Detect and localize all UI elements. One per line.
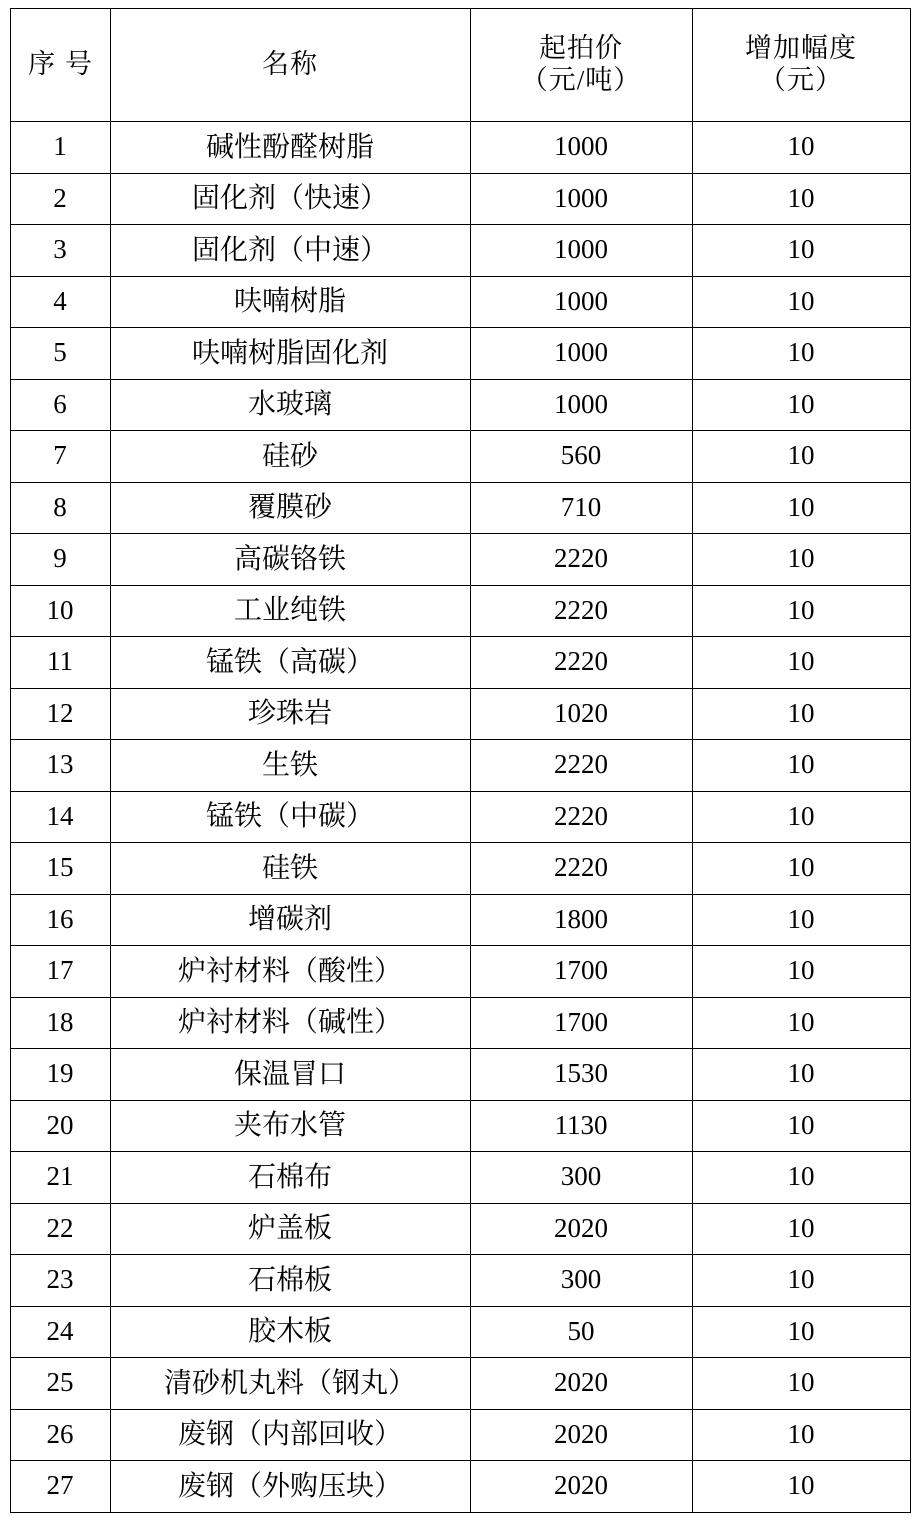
table-row [10,1152,910,1204]
cell-price: 2220 [470,740,692,792]
table-row [10,688,910,740]
cell-name: 高碳铬铁 [110,534,470,586]
cell-index: 5 [10,328,110,380]
cell-step: 10 [692,843,910,895]
table-row [10,740,910,792]
cell-name: 呋喃树脂 [110,276,470,328]
cell-name: 珍珠岩 [110,688,470,740]
cell-name: 锰铁（中碳） [110,791,470,843]
cell-price: 2220 [470,637,692,689]
cell-step: 10 [692,482,910,534]
cell-step: 10 [692,379,910,431]
column-header-name [110,9,470,122]
cell-price: 1020 [470,688,692,740]
cell-price: 2020 [470,1461,692,1513]
cell-name: 保温冒口 [110,1049,470,1101]
cell-price: 1130 [470,1100,692,1152]
cell-index: 23 [10,1255,110,1307]
table-row [10,1203,910,1255]
cell-index: 18 [10,997,110,1049]
cell-index: 9 [10,534,110,586]
cell-price: 1700 [470,997,692,1049]
cell-step: 10 [692,1100,910,1152]
column-header-step-label: 增加幅度 [745,33,857,64]
cell-index: 11 [10,637,110,689]
cell-name: 水玻璃 [110,379,470,431]
table-row [10,431,910,483]
cell-name: 固化剂（中速） [110,225,470,277]
table-row [10,1306,910,1358]
table-row [10,276,910,328]
cell-index: 1 [10,122,110,174]
cell-index: 14 [10,791,110,843]
cell-price: 2220 [470,585,692,637]
cell-price: 1000 [470,225,692,277]
cell-step: 10 [692,1152,910,1204]
cell-name: 增碳剂 [110,894,470,946]
table-row [10,122,910,174]
cell-price: 710 [470,482,692,534]
table-row [10,328,910,380]
cell-index: 16 [10,894,110,946]
cell-step: 10 [692,1358,910,1410]
cell-price: 1000 [470,379,692,431]
cell-price: 2020 [470,1409,692,1461]
cell-name: 生铁 [110,740,470,792]
cell-index: 10 [10,585,110,637]
cell-step: 10 [692,1203,910,1255]
cell-index: 6 [10,379,110,431]
cell-step: 10 [692,1306,910,1358]
cell-index: 26 [10,1409,110,1461]
cell-name: 废钢（内部回收） [110,1409,470,1461]
cell-step: 10 [692,534,910,586]
table-header-row [10,9,910,122]
cell-price: 1000 [470,328,692,380]
cell-price: 300 [470,1255,692,1307]
cell-step: 10 [692,791,910,843]
cell-index: 22 [10,1203,110,1255]
table-row [10,585,910,637]
column-header-name-label: 名称 [262,49,318,80]
cell-price: 1000 [470,122,692,174]
table-row [10,946,910,998]
table-row [10,894,910,946]
cell-price: 2220 [470,791,692,843]
table-row [10,1461,910,1513]
column-header-index [10,9,110,122]
cell-name: 石棉布 [110,1152,470,1204]
cell-price: 1700 [470,946,692,998]
cell-price: 1530 [470,1049,692,1101]
cell-name: 碱性酚醛树脂 [110,122,470,174]
cell-step: 10 [692,431,910,483]
cell-step: 10 [692,276,910,328]
cell-step: 10 [692,894,910,946]
cell-index: 15 [10,843,110,895]
table-row [10,379,910,431]
cell-name: 石棉板 [110,1255,470,1307]
cell-index: 8 [10,482,110,534]
cell-step: 10 [692,122,910,174]
cell-name: 炉衬材料（碱性） [110,997,470,1049]
table-row [10,843,910,895]
cell-index: 21 [10,1152,110,1204]
cell-price: 300 [470,1152,692,1204]
cell-step: 10 [692,1461,910,1513]
cell-index: 25 [10,1358,110,1410]
table-header [10,9,910,122]
column-header-index-label: 序号 [28,49,102,80]
cell-price: 50 [470,1306,692,1358]
cell-name: 夹布水管 [110,1100,470,1152]
cell-step: 10 [692,946,910,998]
cell-index: 20 [10,1100,110,1152]
cell-index: 13 [10,740,110,792]
cell-step: 10 [692,328,910,380]
cell-index: 4 [10,276,110,328]
cell-name: 呋喃树脂固化剂 [110,328,470,380]
table-body [10,122,910,1513]
cell-index: 24 [10,1306,110,1358]
cell-index: 3 [10,225,110,277]
table-row [10,534,910,586]
cell-step: 10 [692,688,910,740]
cell-name: 固化剂（快速） [110,173,470,225]
cell-price: 2220 [470,843,692,895]
table-row [10,791,910,843]
cell-price: 2220 [470,534,692,586]
table-row [10,1100,910,1152]
cell-name: 清砂机丸料（钢丸） [110,1358,470,1410]
cell-name: 硅砂 [110,431,470,483]
cell-price: 2020 [470,1358,692,1410]
cell-price: 2020 [470,1203,692,1255]
cell-step: 10 [692,173,910,225]
cell-index: 19 [10,1049,110,1101]
cell-step: 10 [692,997,910,1049]
cell-index: 7 [10,431,110,483]
cell-name: 废钢（外购压块） [110,1461,470,1513]
cell-index: 17 [10,946,110,998]
cell-name: 硅铁 [110,843,470,895]
table-row [10,997,910,1049]
cell-name: 工业纯铁 [110,585,470,637]
column-header-step-unit: （元） [759,65,843,95]
cell-step: 10 [692,1255,910,1307]
cell-step: 10 [692,585,910,637]
cell-index: 2 [10,173,110,225]
cell-price: 1800 [470,894,692,946]
cell-name: 炉盖板 [110,1203,470,1255]
column-header-step [692,9,910,122]
cell-name: 锰铁（高碳） [110,637,470,689]
cell-index: 27 [10,1461,110,1513]
cell-name: 炉衬材料（酸性） [110,946,470,998]
table-row [10,637,910,689]
table-row [10,225,910,277]
table-row [10,1255,910,1307]
column-header-price-label: 起拍价 [539,33,623,64]
cell-step: 10 [692,1409,910,1461]
table-row [10,1409,910,1461]
table-row [10,1358,910,1410]
cell-index: 12 [10,688,110,740]
cell-step: 10 [692,225,910,277]
cell-price: 1000 [470,276,692,328]
cell-name: 覆膜砂 [110,482,470,534]
table-row [10,1049,910,1101]
cell-price: 560 [470,431,692,483]
auction-price-table [10,8,911,1513]
table-row [10,173,910,225]
cell-name: 胶木板 [110,1306,470,1358]
column-header-price [470,9,692,122]
cell-step: 10 [692,1049,910,1101]
table-row [10,482,910,534]
cell-step: 10 [692,740,910,792]
cell-step: 10 [692,637,910,689]
column-header-price-unit: （元/吨） [520,65,642,95]
cell-price: 1000 [470,173,692,225]
